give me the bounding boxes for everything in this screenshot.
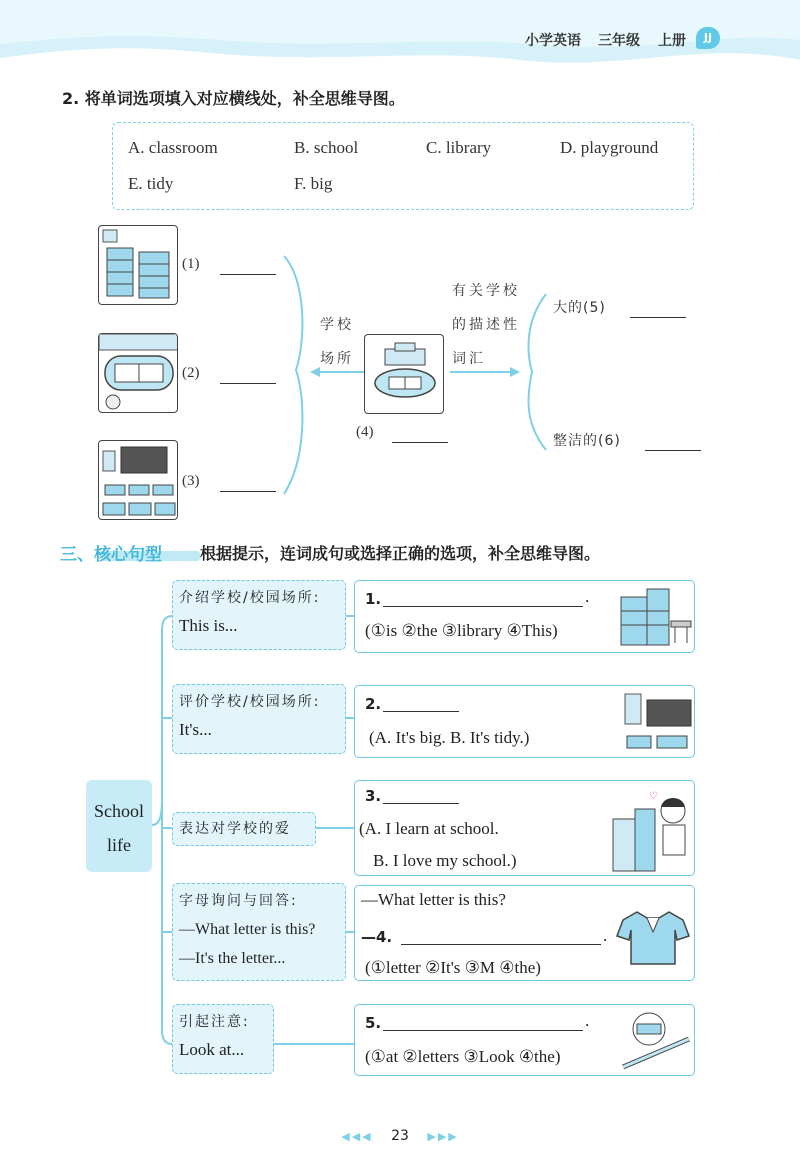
category-evaluate-en: It's... xyxy=(179,720,212,739)
footer-right-arrows: ▶▶▶ xyxy=(427,1130,459,1143)
category-evaluate xyxy=(172,684,346,754)
library-picture xyxy=(98,225,178,305)
answer-box-3 xyxy=(354,780,695,876)
answer-4-number: —4. xyxy=(361,928,393,946)
boy-and-school-picture xyxy=(609,789,693,875)
answer-box-5: 5. . (①at ②letters ③Look ④the) xyxy=(354,1004,695,1076)
option-a: A. classroom xyxy=(128,138,218,157)
page-footer xyxy=(0,1128,800,1144)
root-line1: School xyxy=(93,801,144,821)
answer-1-line[interactable] xyxy=(383,606,583,607)
category-introduce-en: This is... xyxy=(179,616,238,635)
category-introduce xyxy=(172,580,346,650)
answer-4-hint: (①letter ②It's ③M ④the) xyxy=(365,958,541,977)
shirt-picture xyxy=(615,906,691,970)
category-introduce-zh: 介绍学校/校园场所: xyxy=(179,590,321,606)
category-attention xyxy=(172,1004,274,1074)
branch-right-line1: 有关学校 xyxy=(452,283,520,299)
classroom-scene-picture xyxy=(621,688,693,756)
option-d: D. playground xyxy=(560,138,659,157)
question2-title: 2. 将单词选项填入对应横线处，补全思维导图。 xyxy=(62,89,405,108)
svg-text:♡: ♡ xyxy=(649,791,658,802)
blank-line-6[interactable] xyxy=(645,450,701,451)
option-e: E. tidy xyxy=(128,174,174,193)
answer-5-line[interactable] xyxy=(383,1030,583,1031)
root-line2: life xyxy=(107,835,131,855)
category-love-zh: 表达对学校的爱 xyxy=(179,821,291,837)
answer-3-line[interactable] xyxy=(383,803,459,804)
footer-left-arrows: ◀◀◀ xyxy=(341,1130,373,1143)
answer-1-number: 1. xyxy=(365,590,382,608)
page-number: 23 xyxy=(391,1128,409,1144)
option-b: B. school xyxy=(294,138,359,157)
answer-box-2 xyxy=(354,685,695,758)
blank-label-5: 大的(5) xyxy=(553,300,606,316)
answer-4-line[interactable] xyxy=(401,944,601,945)
blank-line-1[interactable] xyxy=(220,274,276,275)
answer-3-number: 3. xyxy=(365,787,382,805)
branch-left-line2: 场所 xyxy=(320,351,354,367)
branch-left-line1: 学校 xyxy=(320,317,354,333)
blank-label-3: (3) xyxy=(182,473,200,489)
category-letters-zh: 字母询问与回答: xyxy=(179,893,298,909)
answer-5-hint: (①at ②letters ③Look ④the) xyxy=(365,1047,561,1066)
answer-2-line[interactable] xyxy=(383,711,459,712)
answer-2-hint: (A. It's big. B. It's tidy.) xyxy=(369,728,530,747)
blank-label-1: (1) xyxy=(182,256,200,272)
branch-right-line2: 的描述性 xyxy=(452,317,520,333)
category-letters-en2: —It's the letter... xyxy=(179,950,286,967)
category-evaluate-zh: 评价学校/校园场所: xyxy=(179,694,321,710)
blank-line-2[interactable] xyxy=(220,383,276,384)
blank-line-4[interactable] xyxy=(392,442,448,443)
answer-2-number: 2. xyxy=(365,695,382,713)
blank-line-3[interactable] xyxy=(220,491,276,492)
answer-1-hint: (①is ②the ③library ④This) xyxy=(365,621,558,640)
answer-box-1: 1. . (①is ②the ③library ④This) xyxy=(354,580,695,653)
blank-label-2: (2) xyxy=(182,365,200,381)
mindmap-root-school-life xyxy=(86,780,152,872)
answer-box-4: —What letter is this? —4. . (①letter ②It's ③M ④the) xyxy=(354,885,695,981)
header-grade: 三年级 xyxy=(598,34,640,49)
blank-label-4: (4) xyxy=(356,424,374,440)
blank-line-5[interactable] xyxy=(630,317,686,318)
library-shelves-picture xyxy=(617,583,693,651)
school-picture xyxy=(364,334,444,414)
playground-picture xyxy=(98,333,178,413)
answer-3-hint-a: (A. I learn at school. xyxy=(359,819,499,838)
header-volume: 上册 xyxy=(658,34,686,49)
option-c: C. library xyxy=(426,138,492,157)
category-letters-en1: —What letter is this? xyxy=(179,921,316,938)
blank-label-6: 整洁的(6) xyxy=(553,433,621,449)
answer-3-hint-b: B. I love my school.) xyxy=(373,851,517,870)
category-attention-zh: 引起注意: xyxy=(179,1014,250,1030)
word-options-box xyxy=(112,122,694,210)
header-badge: JJ xyxy=(696,27,720,49)
category-letters xyxy=(172,883,346,981)
answer-5-number: 5. xyxy=(365,1014,382,1032)
category-love xyxy=(172,812,316,846)
branch-right-line3: 词汇 xyxy=(452,351,486,367)
classroom-picture xyxy=(98,440,178,520)
header-subject: 小学英语 xyxy=(525,34,581,49)
pencil-picture xyxy=(619,1009,693,1073)
answer-4-question: —What letter is this? xyxy=(361,890,506,909)
category-attention-en: Look at... xyxy=(179,1040,245,1059)
option-f: F. big xyxy=(294,174,333,193)
section3-description: 根据提示，连词成句或选择正确的选项，补全思维导图。 xyxy=(200,544,601,563)
section3-heading: 三、核心句型 xyxy=(60,545,162,565)
